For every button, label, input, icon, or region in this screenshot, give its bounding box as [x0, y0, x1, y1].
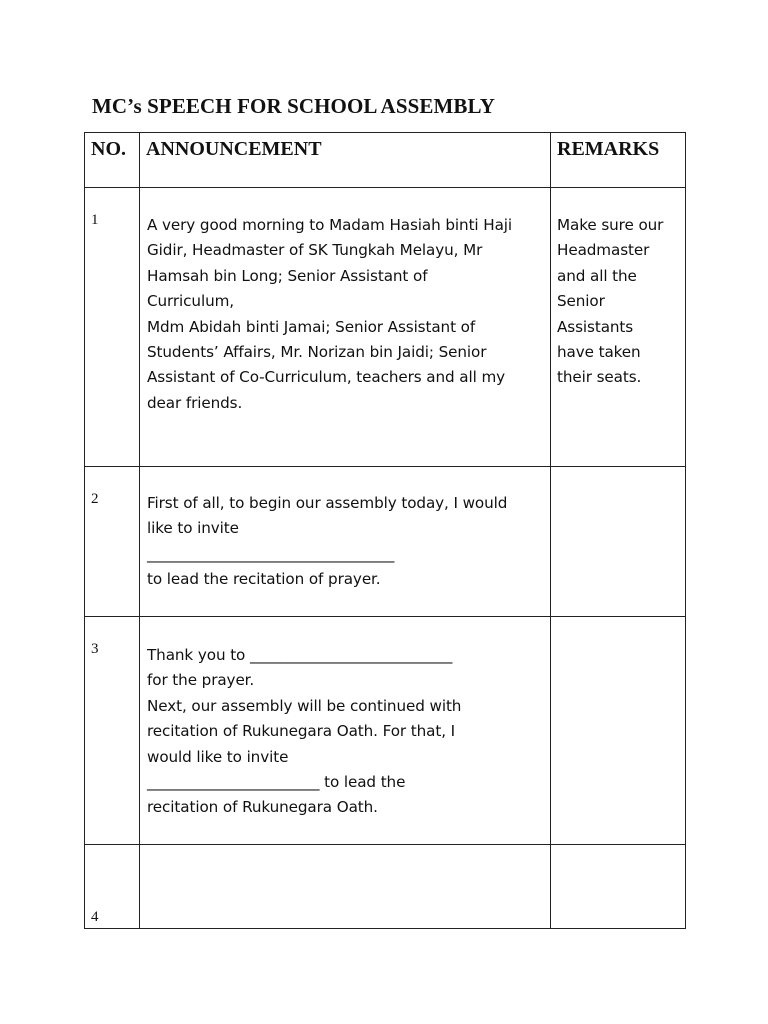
table-row [85, 845, 686, 929]
remarks-cell [551, 617, 686, 845]
remarks-text: Make sure our Headmaster and all the Senior Assistants have taken their seats. [557, 216, 664, 387]
announcement-cell [140, 617, 551, 845]
header-remarks [551, 133, 686, 188]
announcement-text: A very good morning to Madam Hasiah binti Haji Gidir, Headmaster of SK Tungkah Melayu, Mr Hamsah bin Long; Senior Assistant of Curriculum, Mdm Abidah binti Jamai; Senior Assistant of Students’ Affairs, Mr. Norizan bin Jaidi; Senior Assistant of Co-Curriculum, teachers and all my dear friends. [147, 216, 513, 412]
header-remarks-label: REMARKS [557, 138, 660, 160]
header-announcement-label: ANNOUNCEMENT [146, 138, 322, 160]
announcement-cell [140, 845, 551, 929]
row-number-cell [85, 617, 140, 845]
announcement-text: Thank you to ___________________________ for the prayer. Next, our assembly will be continued with recitation of Rukunegara Oath. For that, I would like to invite _______________________ to lead the recitation of Rukunegara Oath. [147, 646, 462, 817]
table-header-row [85, 133, 686, 188]
announcement-cell [140, 188, 551, 467]
row-number-cell [85, 467, 140, 617]
announcement-cell [140, 467, 551, 617]
row-number: 4 [91, 909, 99, 925]
remarks-cell [551, 188, 686, 467]
row-number: 2 [91, 491, 99, 507]
remarks-text [551, 467, 685, 492]
row-number-cell [85, 188, 140, 467]
speech-table [84, 132, 686, 929]
table-row [85, 467, 686, 617]
remarks-text [551, 845, 685, 870]
row-number: 3 [91, 641, 99, 657]
document-title: MC’s SPEECH FOR SCHOOL ASSEMBLY [92, 94, 495, 118]
header-no-label: NO. [91, 138, 126, 160]
table-row [85, 188, 686, 467]
remarks-text [551, 617, 685, 642]
table-row [85, 617, 686, 845]
remarks-cell [551, 467, 686, 617]
remarks-cell [551, 845, 686, 929]
announcement-text [140, 845, 550, 870]
header-announcement [140, 133, 551, 188]
row-number-cell [85, 845, 140, 929]
announcement-text: First of all, to begin our assembly today, I would like to invite _________________________________ to lead the recitation of prayer. [147, 494, 508, 589]
header-no [85, 133, 140, 188]
row-number: 1 [91, 212, 99, 228]
